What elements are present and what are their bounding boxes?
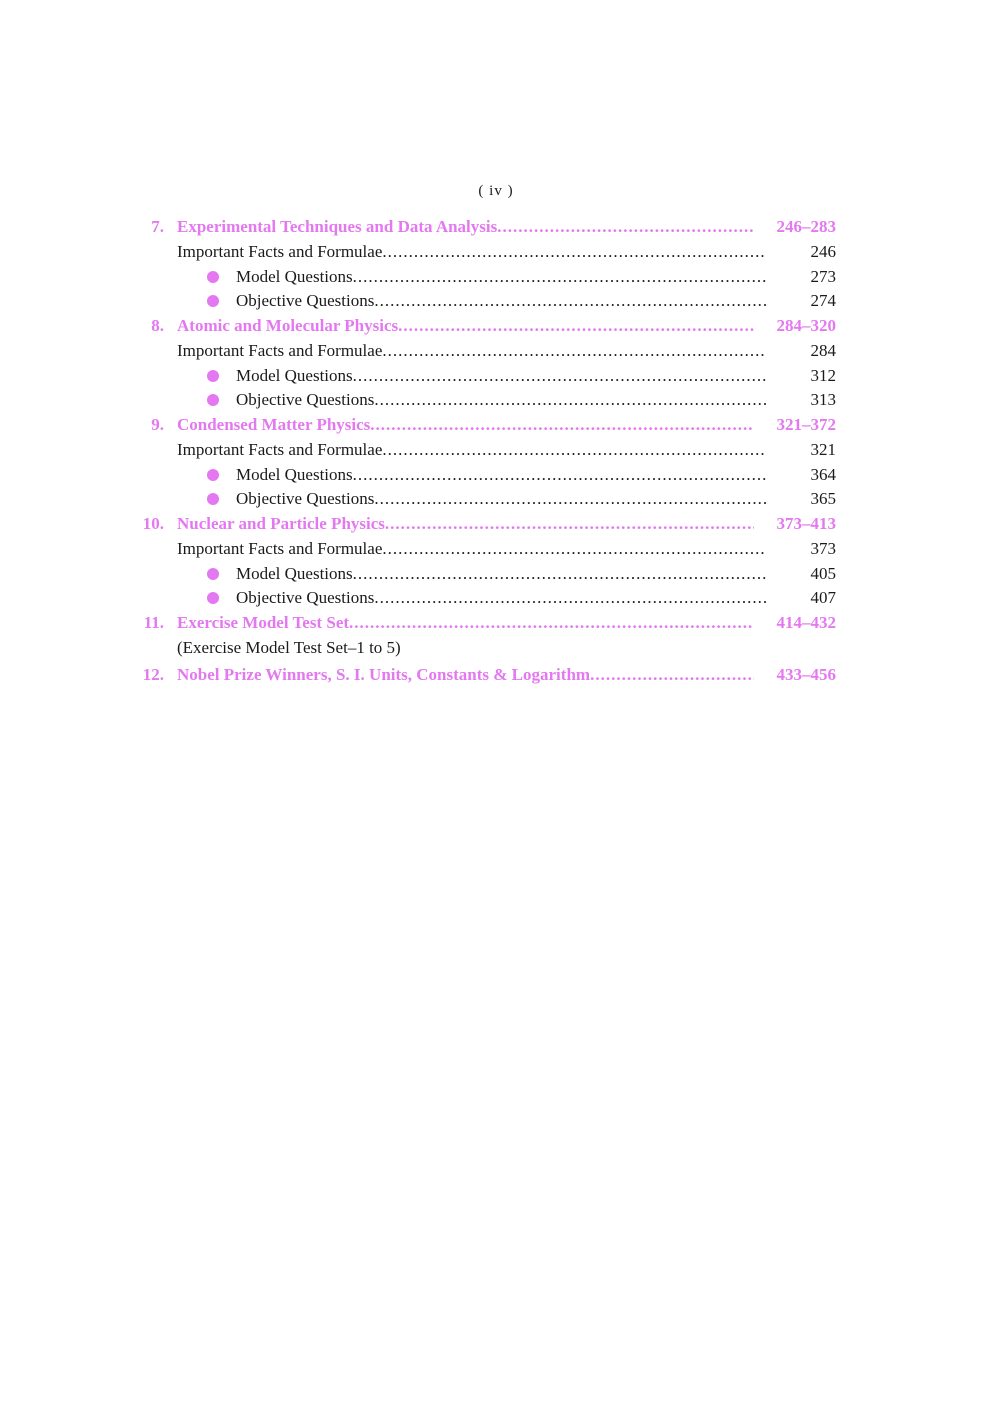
entry-title-wrap xyxy=(236,562,766,586)
toc-chapter-entry[interactable] xyxy=(136,313,836,339)
entry-title: Objective Questions xyxy=(236,390,375,409)
toc-entry[interactable] xyxy=(136,339,836,363)
page-ref: 284 xyxy=(810,341,836,360)
entry-title-wrap xyxy=(236,364,766,388)
entry-title-wrap xyxy=(177,537,766,561)
dot-leader xyxy=(374,586,766,610)
page-ref: 321–372 xyxy=(776,415,836,434)
entry-title-wrap xyxy=(177,240,766,264)
chapter-title: Nuclear and Particle Physics xyxy=(177,514,385,533)
dot-leader xyxy=(385,511,754,537)
toc-note xyxy=(136,636,836,660)
entry-title-wrap xyxy=(177,662,754,688)
dot-leader xyxy=(382,339,766,363)
entry-title: Important Facts and Formulae xyxy=(177,440,383,459)
chapter-number: 9. xyxy=(151,415,164,434)
entry-title-wrap xyxy=(236,586,766,610)
page-ref: 407 xyxy=(810,588,836,607)
entry-title-wrap xyxy=(177,636,836,660)
chapter-title: Exercise Model Test Set xyxy=(177,613,350,632)
entry-title: Objective Questions xyxy=(236,489,375,508)
chapter-number: 11. xyxy=(143,613,164,632)
entry-title-wrap xyxy=(177,511,754,537)
page-number: ( iv ) xyxy=(478,183,514,199)
dot-leader xyxy=(353,265,766,289)
bullet-icon xyxy=(207,370,219,382)
dot-leader xyxy=(353,364,766,388)
dot-leader xyxy=(353,463,766,487)
bullet-icon xyxy=(207,493,219,505)
page-ref: 273 xyxy=(810,267,836,286)
toc-chapter-entry[interactable] xyxy=(136,511,836,537)
toc-chapter-entry[interactable] xyxy=(136,214,836,240)
page-ref: 405 xyxy=(810,564,836,583)
chapter-number: 8. xyxy=(151,316,164,335)
toc-chapter-entry[interactable] xyxy=(136,412,836,438)
entry-title-wrap xyxy=(177,214,754,240)
dot-leader xyxy=(374,487,766,511)
toc-entry[interactable] xyxy=(136,388,836,412)
bullet-icon xyxy=(207,469,219,481)
page-ref: 373 xyxy=(810,539,836,558)
toc-chapter-entry[interactable] xyxy=(136,662,836,688)
page-ref: 246 xyxy=(810,242,836,261)
dot-leader xyxy=(398,313,754,339)
toc-entry[interactable] xyxy=(136,240,836,264)
chapter-title: Nobel Prize Winners, S. I. Units, Constants & Logarithm xyxy=(177,665,591,684)
table-of-contents xyxy=(136,214,836,688)
entry-title: Model Questions xyxy=(236,366,353,385)
entry-title-wrap xyxy=(177,313,754,339)
entry-title-wrap xyxy=(177,412,754,438)
chapter-title: Atomic and Molecular Physics xyxy=(177,316,399,335)
dot-leader xyxy=(382,240,766,264)
dot-leader xyxy=(374,289,766,313)
page-ref: 364 xyxy=(810,465,836,484)
dot-leader xyxy=(497,214,754,240)
entry-title: Model Questions xyxy=(236,564,353,583)
entry-title: Model Questions xyxy=(236,267,353,286)
dot-leader xyxy=(590,662,754,688)
bullet-icon xyxy=(207,271,219,283)
page-ref: 274 xyxy=(810,291,836,310)
page-ref: 433–456 xyxy=(776,665,836,684)
bullet-icon xyxy=(207,295,219,307)
entry-title-wrap xyxy=(177,438,766,462)
page-ref: 365 xyxy=(810,489,836,508)
page-ref: 313 xyxy=(810,390,836,409)
bullet-icon xyxy=(207,568,219,580)
toc-entry[interactable] xyxy=(136,562,836,586)
page-ref: 312 xyxy=(810,366,836,385)
entry-title-wrap xyxy=(236,487,766,511)
entry-title-wrap xyxy=(236,388,766,412)
page-ref: 246–283 xyxy=(776,217,836,236)
entry-title: Important Facts and Formulae xyxy=(177,341,383,360)
entry-title-wrap xyxy=(236,289,766,313)
bullet-icon xyxy=(207,394,219,406)
toc-entry[interactable] xyxy=(136,438,836,462)
toc-entry[interactable] xyxy=(136,289,836,313)
dot-leader xyxy=(382,537,766,561)
page-ref: 373–413 xyxy=(776,514,836,533)
entry-title: Objective Questions xyxy=(236,588,375,607)
dot-leader xyxy=(370,412,754,438)
chapter-number: 12. xyxy=(142,665,164,684)
entry-title-wrap xyxy=(236,463,766,487)
dot-leader xyxy=(374,388,766,412)
toc-entry[interactable] xyxy=(136,487,836,511)
chapter-title: Experimental Techniques and Data Analysis xyxy=(177,217,498,236)
page-ref: 414–432 xyxy=(776,613,836,632)
entry-title-wrap xyxy=(177,610,754,636)
entry-title: Important Facts and Formulae xyxy=(177,539,383,558)
toc-entry[interactable] xyxy=(136,463,836,487)
page-ref: 321 xyxy=(810,440,836,459)
dot-leader xyxy=(353,562,766,586)
toc-entry[interactable] xyxy=(136,586,836,610)
chapter-title: Condensed Matter Physics xyxy=(177,415,371,434)
page-ref: 284–320 xyxy=(776,316,836,335)
toc-entry[interactable] xyxy=(136,537,836,561)
entry-title: Important Facts and Formulae xyxy=(177,242,383,261)
entry-title-wrap xyxy=(236,265,766,289)
entry-title: Model Questions xyxy=(236,465,353,484)
dot-leader xyxy=(382,438,766,462)
entry-title-wrap xyxy=(177,339,766,363)
toc-entry[interactable] xyxy=(136,265,836,289)
dot-leader xyxy=(349,610,754,636)
toc-chapter-entry[interactable] xyxy=(136,610,836,636)
entry-title: Objective Questions xyxy=(236,291,375,310)
entry-title: (Exercise Model Test Set–1 to 5) xyxy=(177,638,401,657)
bullet-icon xyxy=(207,592,219,604)
chapter-number: 7. xyxy=(151,217,164,236)
toc-entry[interactable] xyxy=(136,364,836,388)
chapter-number: 10. xyxy=(142,514,164,533)
